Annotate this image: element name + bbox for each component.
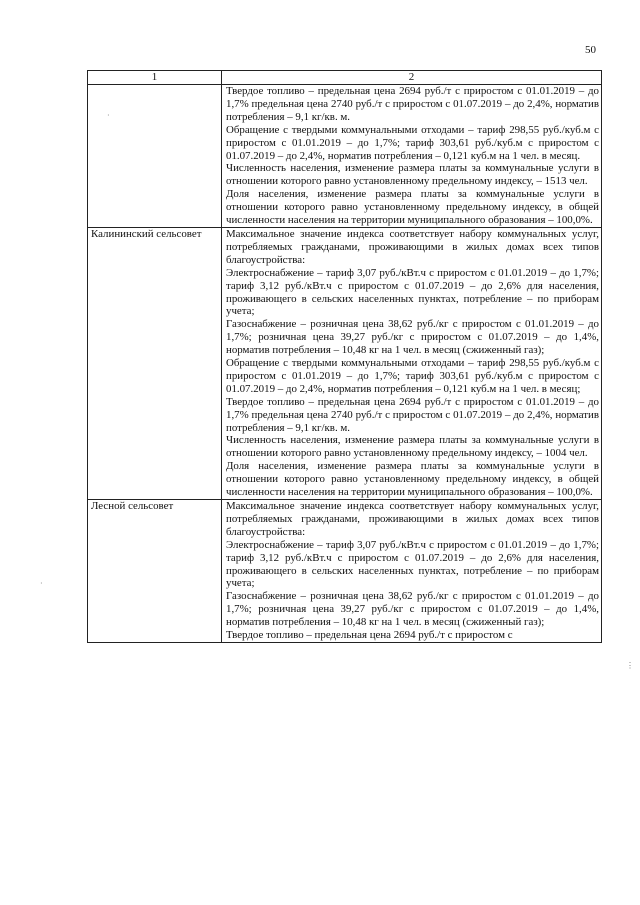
tariff-description — [222, 85, 602, 228]
paragraph: Газоснабжение – розничная цена 38,62 руб./кг с приростом с 01.01.2019 – до 1,7%; розничная цена 39,27 руб./кг с приростом с 01.07.2019 – до 1,4%, норматив потребления – 10,48 кг на 1 чел. в месяц (сжиженный газ); — [226, 590, 599, 629]
paragraph: Численность населения, изменение размера платы за коммунальные услуги в отношении которого равно установленному предельному индексу, – 1004 чел. — [226, 434, 599, 460]
paragraph: Твердое топливо – предельная цена 2694 руб./т с приростом с — [226, 629, 513, 642]
paragraph: Электроснабжение – тариф 3,07 руб./кВт.ч с приростом с 01.01.2019 – до 1,7%; тариф 3,12 руб./кВт.ч с приростом с 01.07.2019 – до 2,6% для населения, проживающего в сельских населенных пунктах, потребление – по приборам учета; — [226, 538, 599, 590]
table-header-row — [88, 71, 602, 85]
paragraph: Численность населения, изменение размера платы за коммунальные услуги в отношении которого равно установленному предельному индексу, – 1513 чел. — [226, 162, 599, 188]
page-number: 50 — [585, 44, 596, 56]
paragraph: Газоснабжение – розничная цена 38,62 руб./кг с приростом с 01.01.2019 – до 1,7%; розничная цена 39,27 руб./кг с приростом с 01.07.2019 – до 1,4%, норматив потребления – 10,48 кг на 1 чел. в месяц (сжиженный газ); — [226, 318, 599, 357]
paragraph: Электроснабжение – тариф 3,07 руб./кВт.ч с приростом с 01.01.2019 – до 1,7%; тариф 3,12 руб./кВт.ч с приростом с 01.07.2019 – до 2,6% для населения, проживающего в сельских населенных пунктах, потребление – по приборам учета; — [226, 266, 599, 318]
paragraph: Максимальное значение индекса соответствует набору коммунальных услуг, потребляемых гражданами, проживающими в жилых домах всех типов благоустройства: — [226, 227, 599, 266]
municipality-name — [88, 85, 222, 228]
table-row — [88, 85, 602, 228]
paragraph: Максимальное значение индекса соответствует набору коммунальных услуг, потребляемых гражданами, проживающими в жилых домах всех типов благоустройства: — [226, 500, 599, 538]
paragraph: Доля населения, изменение размера платы за коммунальные услуги в отношении которого равно установленному предельному индексу, в общей численности населения на территории муниципального образования – 100,0%. — [226, 188, 599, 227]
paragraph: Твердое топливо – предельная цена 2694 руб./т с приростом с 01.01.2019 – до 1,7% предельная цена 2740 руб./т с приростом с 01.07.2019 – до 2,4%, норматив потребления – 9,1 кг/кв. м. — [226, 395, 599, 434]
paragraph: Обращение с твердыми коммунальными отходами – тариф 298,55 руб./куб.м с приростом с 01.01.2019 – до 1,7%; тариф 303,61 руб./куб.м с приростом с 01.07.2019 – до 2,4%, норматив потребления – 0,121 куб.м на 1 чел. в месяц. — [226, 123, 599, 162]
column-header: 2 — [222, 71, 602, 85]
paragraph: Твердое топливо – предельная цена 2694 руб./т с приростом с 01.01.2019 – до 1,7% предельная цена 2740 руб./т с приростом с 01.07.2019 – до 2,4%, норматив потребления – 9,1 кг/кв. м. — [226, 85, 599, 123]
table-row — [88, 227, 602, 499]
scan-speck: · — [40, 579, 43, 588]
paragraph: Обращение с твердыми коммунальными отходами – тариф 298,55 руб./куб.м с приростом с 01.01.2019 – до 1,7%; тариф 303,61 руб./куб.м с приростом с 01.07.2019 – до 2,4%, норматив потребления – 0,121 куб.м на 1 чел. в месяц; — [226, 357, 599, 395]
scan-speck: · — [107, 111, 110, 120]
municipality-name: Лесной сельсовет — [88, 500, 222, 643]
column-header: 1 — [88, 71, 222, 85]
scan-speck: ⋮ — [626, 661, 634, 670]
table-row — [88, 500, 602, 643]
tariff-description — [222, 227, 602, 499]
tariff-description — [222, 500, 602, 643]
paragraph: Доля населения, изменение размера платы за коммунальные услуги в отношении которого равно установленному предельному индексу, в общей численности населения на территории муниципального образования – 100,0%. — [226, 460, 599, 499]
tariff-table — [87, 70, 602, 643]
municipality-name: Калининский сельсовет — [88, 227, 222, 499]
